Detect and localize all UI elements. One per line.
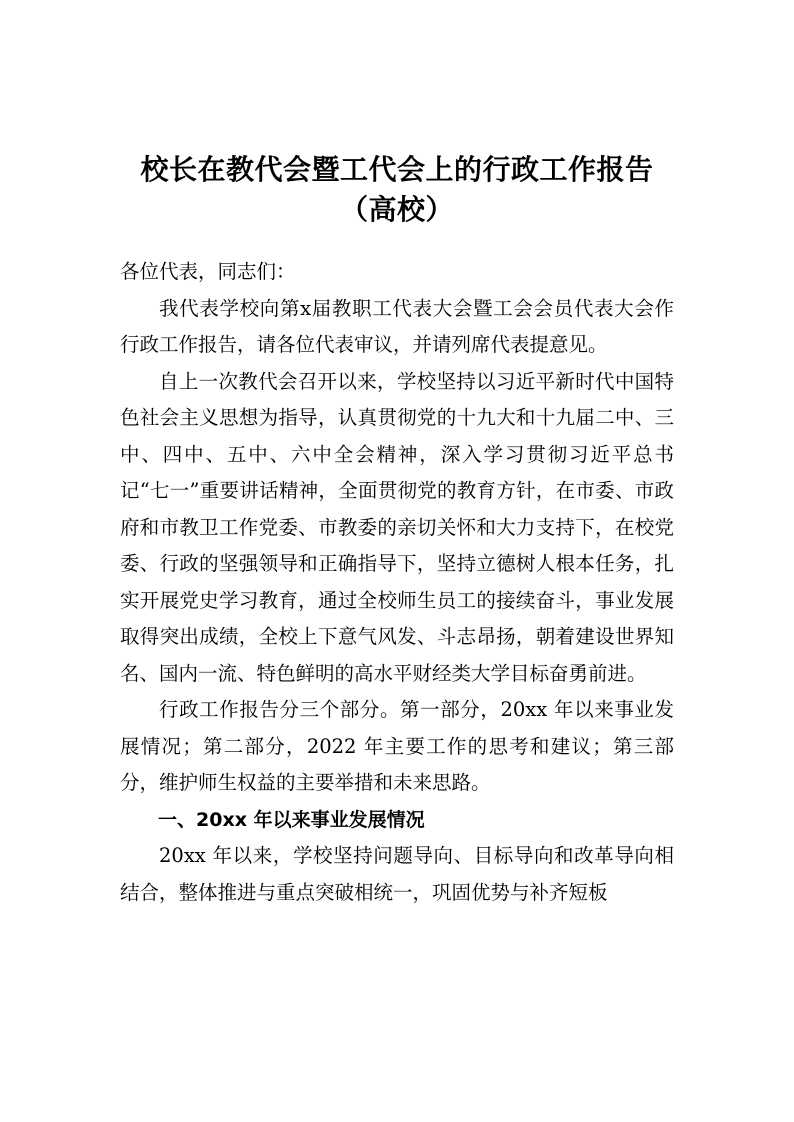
title-line-2: （高校） xyxy=(339,193,454,226)
document-title xyxy=(120,150,674,230)
paragraph-intro: 我代表学校向第x届教职工代表大会暨工会会员代表大会作行政工作报告，请各位代表审议，并请列席代表提意见。 xyxy=(120,296,674,356)
section-paragraph: 20xx 年以来，学校坚持问题导向、目标导向和改革导向相结合，整体推进与重点突破相统一，巩固优势与补齐短板 xyxy=(120,844,674,904)
section-heading: 一、20xx 年以来事业发展情况 xyxy=(158,808,425,831)
title-line-1: 校长在教代会暨工代会上的行政工作报告 xyxy=(140,153,654,186)
salutation: 各位代表，同志们： xyxy=(120,260,296,283)
paragraph-structure: 行政工作报告分三个部分。第一部分，20xx 年以来事业发展情况；第二部分，2022 年主要工作的思考和建议；第三部分，维护师生权益的主要举措和未来思路。 xyxy=(120,698,674,794)
paragraph-overview: 自上一次教代会召开以来，学校坚持以习近平新时代中国特色社会主义思想为指导，认真贯彻党的十九大和十九届二中、三中、四中、五中、六中全会精神，深入学习贯彻习近平总书记“七一”重要讲话精神，全面贯彻党的教育方针，在市委、市政府和市教卫工作党委、市教委的亲切关怀和大力支持下，在校党委、行政的坚强领导和正确指导下，坚持立德树人根本任务，扎实开展党史学习教育，通过全校师生员工的接续奋斗，事业发展取得突出成绩，全校上下意气风发、斗志昂扬，朝着建设世界知名、国内一流、特色鲜明的高水平财经类大学目标奋勇前进。 xyxy=(120,369,674,685)
